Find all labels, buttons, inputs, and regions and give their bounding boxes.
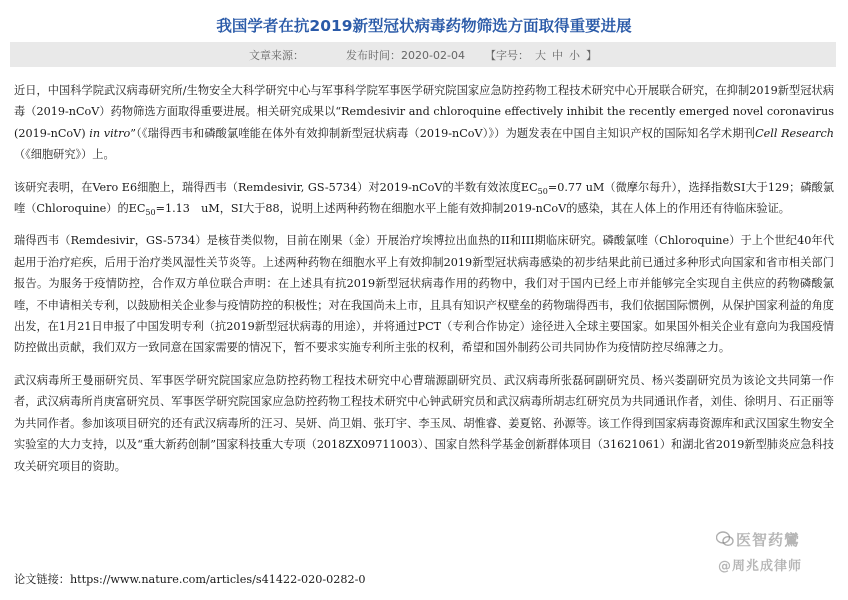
- font-size-medium-button[interactable]: 中: [551, 48, 563, 62]
- p1-italic-invitro: in vitro: [89, 126, 131, 140]
- article-title: 我国学者在抗2019新型冠状病毒药物筛选方面取得重要进展: [216, 17, 632, 35]
- paragraph-2: [14, 177, 834, 220]
- watermark-top-text: 医智药鸞: [736, 531, 801, 549]
- p2-text-c: =1.13 uM，SI大于88，说明上述两种药物在细胞水平上能有效抑制2019-nCoV的感染，其在人体上的作用还有待临床验证。: [155, 202, 790, 216]
- font-size-label: 【字号：: [484, 48, 529, 62]
- paragraph-3: 瑞得西韦（Remdesivir，GS-5734）是核苷类似物，目前在刚果（金）开展治疗埃博拉出血热的II和III期临床研究。磷酸氯喹（Chloroquine）于上个世纪40年代起用于治疗疟疾，后用于治疗类风湿性关节炎等。上述两种药物在细胞水平上有效抑制2019新型冠状病毒感染的初步结果此前已通过多种形式向国家和省市相关部门报告。为服务于疫情防控，合作双方单位联合声明：在上述具有抗2019新型冠状病毒作用的药物中，我们对于国内已经上市并能够完全实现自主供应的药物磷酸氯喹，不申请相关专利，以鼓励相关企业参与疫情防控的积极性；对在我国尚未上市，且具有知识产权壁垒的药物瑞得西韦，我们依据国际惯例，从保护国家利益的角度出发，在1月21日申报了中国发明专利（抗2019新型冠状病毒的用途），并将通过PCT（专利合作协定）途径进入全球主要国家。如果国外相关企业有意向为我国疫情防控做出贡献，我们双方一致同意在国家需要的情况下，暂不要求实施专利所主张的权利，希望和国外制药公司共同协作为疫情防控尽绵薄之力。: [14, 234, 834, 355]
- watermark-bottom-text: @周兆成律师: [718, 559, 803, 574]
- p1-text-e: （《细胞研究》）上。: [14, 148, 115, 162]
- p1-text-a: 近日，中国科学院武汉病毒研究所/生物安全大科学研究中心与军事科学院军事医学研究院国家应急防控药物工程技术研究中心开展联合研究，在抑制2019新型冠状病毒（2019-nCoV）药物筛选方面取得重要进展。相关研究成果以“Remdesivir and chloroquine effectively inhibit the recently emerged novel coronavirus (2019-nCoV): [14, 84, 834, 140]
- font-size-large-button[interactable]: 大: [534, 48, 546, 62]
- font-size-controls: [485, 47, 597, 63]
- paper-link-url[interactable]: https://www.nature.com/articles/s41422-020-0282-0: [69, 573, 366, 586]
- p1-journal-name: Cell Research: [755, 126, 835, 140]
- p2-sub-1: 50: [537, 186, 548, 196]
- article-body: [14, 80, 834, 488]
- source-label: 文章来源：: [249, 48, 305, 62]
- publish-date: 发布时间：2020-02-04: [346, 48, 465, 62]
- font-size-close-bracket: 】: [585, 48, 597, 62]
- paragraph-4: 武汉病毒所王曼丽研究员、军事医学研究院国家应急防控药物工程技术研究中心曹瑞源副研究员、武汉病毒所张磊砢副研究员、杨兴娄副研究员为该论文共同第一作者，武汉病毒所肖庚富研究员、军事医学研究院国家应急防控药物工程技术研究中心钟武研究员和武汉病毒所胡志红研究员为共同通讯作者，刘佳、徐明月、石正丽等为共同作者。参加该项目研究的还有武汉病毒所的汪习、吴妍、尚卫娟、张玎宇、李玉凤、胡惟睿、姜夏铭、孙源等。该工作得到国家病毒资源库和武汉国家生物安全实验室的大力支持，以及“重大新药创制”国家科技重大专项（2018ZX09711003）、国家自然科学基金创新群体项目（31621061）和湖北省2019新型肺炎应急科技攻关研究项目的资助。: [14, 373, 834, 473]
- font-size-small-button[interactable]: 小: [568, 48, 580, 62]
- watermark: [716, 529, 842, 585]
- paper-link-line: [14, 571, 365, 587]
- paragraph-1: [14, 80, 834, 166]
- paper-link-label: 论文链接：: [14, 573, 70, 586]
- article-meta-bar: [10, 42, 836, 67]
- p2-sub-2: 50: [145, 208, 156, 218]
- p2-text-b: =0.77 uM（微摩尔每升），选择指数SI大于129；磷酸氯喹（Chloroquine）的EC: [14, 180, 834, 216]
- p2-text-a: 该研究表明，在Vero E6细胞上，瑞得西韦（Remdesivir, GS-5734）对2019-nCoV的半数有效浓度EC: [14, 180, 538, 194]
- wechat-icon: [716, 531, 734, 551]
- p1-text-c: ”（《瑞得西韦和磷酸氯喹能在体外有效抑制新型冠状病毒（2019-nCoV）》）为题发表在中国自主知识产权的国际知名学术期刊: [130, 126, 756, 140]
